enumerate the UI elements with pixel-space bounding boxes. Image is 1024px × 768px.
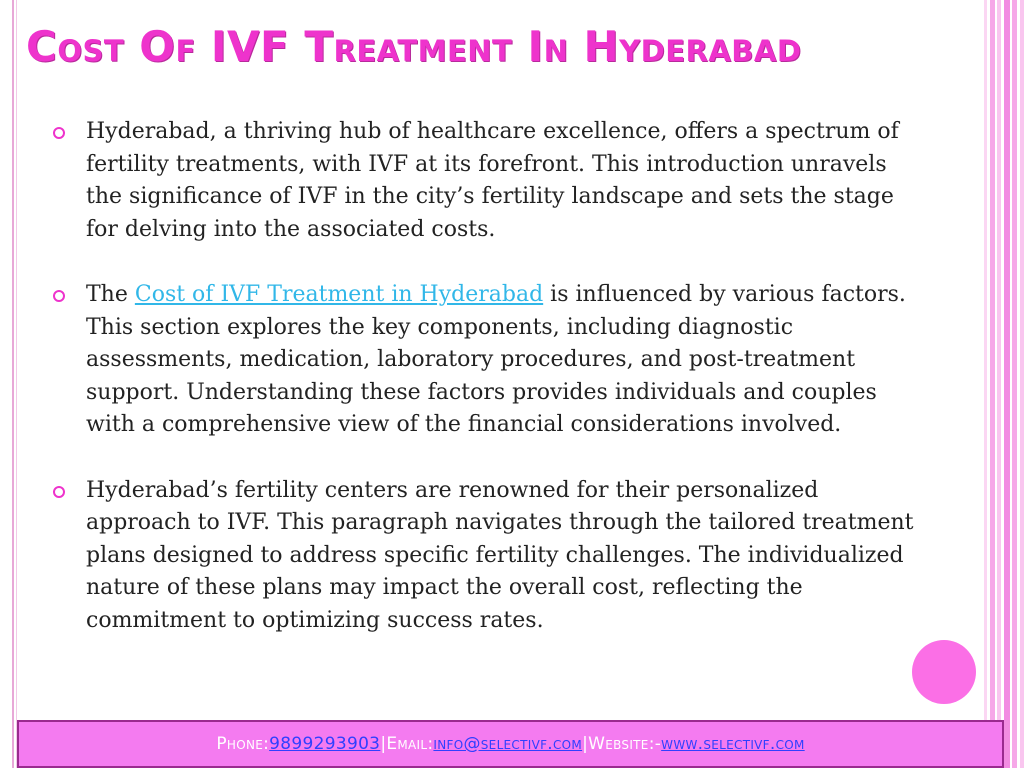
cost-of-ivf-link[interactable]: Cost of IVF Treatment in Hyderabad — [134, 282, 544, 307]
website-label: Website:- — [588, 734, 662, 754]
phone-link[interactable]: 9899293903 — [269, 734, 381, 754]
decorative-pink-circle — [912, 640, 976, 704]
bullet-list — [50, 116, 920, 670]
bullet-item-1 — [50, 116, 920, 246]
bullet-item-2 — [50, 279, 920, 442]
email-label: Email: — [386, 734, 434, 754]
circle-bullet-icon — [53, 127, 65, 139]
circle-bullet-icon — [53, 486, 65, 498]
slide-title: Cost Of IVF Treatment In Hyderabad — [26, 22, 802, 71]
contact-footer — [17, 720, 1004, 768]
website-link[interactable]: www.selectivf.com — [661, 734, 805, 754]
bullet-text-3: Hyderabad’s fertility centers are renowned for their personalized approach to IVF. This paragraph navigates through the tailored treatment plans designed to address specific fertility challenges. The individualized nature of these plans may impact the overall cost, reflecting the commitment to optimizing success rates. — [86, 477, 914, 633]
bullet-text-1: Hyderabad, a thriving hub of healthcare excellence, offers a spectrum of fertility treatments, with IVF at its forefront. This introduction unravels the significance of IVF in the city’s fertility landscape and sets the stage for delving into the associated costs. — [86, 119, 899, 242]
bullet-text-2-after: is influenced by various factors. This section explores the key components, including diagnostic assessments, medication, laboratory procedures, and post-treatment support. Understanding these factors provides individuals and couples with a comprehensive view of the financial considerations involved. — [86, 282, 906, 437]
bullet-text-2-before: The — [86, 282, 135, 307]
footer-separator: | — [380, 734, 387, 754]
circle-bullet-icon — [53, 290, 65, 302]
phone-label: Phone: — [216, 734, 270, 754]
footer-separator: | — [582, 734, 589, 754]
right-decorative-stripes — [984, 0, 1024, 768]
bullet-item-3 — [50, 475, 920, 638]
left-border-line — [12, 0, 14, 768]
email-link[interactable]: info@selectivf.com — [433, 734, 583, 754]
left-border-line-inner — [16, 0, 17, 768]
